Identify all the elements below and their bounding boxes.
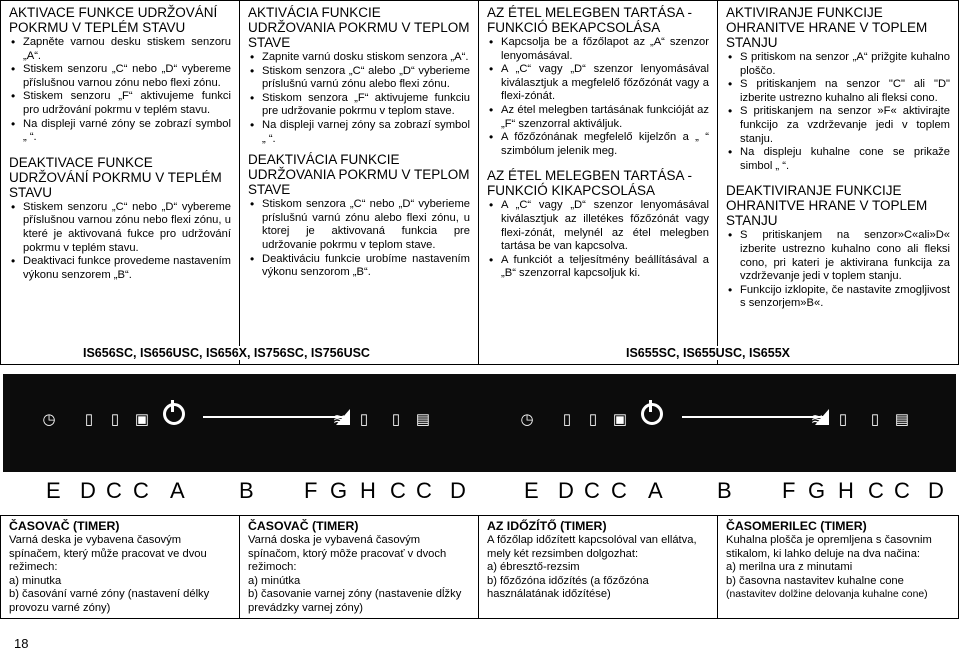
timer-text: b) časování varné zóny (nastavení délky provozu varné zóny) [9, 588, 210, 614]
sensor-letter: D [450, 478, 466, 503]
instruction-item: • A funkciót a teljesítmény beállításával a „B“ szenzorral kapcsoljuk ki. [501, 254, 709, 281]
column-slovenian [718, 1, 958, 364]
sensor-letter: C [133, 478, 149, 503]
models-label-left: IS656SC, IS656USC, IS656X, IS756SC, IS756USC [80, 346, 373, 360]
timer-text: a) minútka [248, 574, 301, 587]
display-icon: ▯ [838, 411, 848, 428]
sensor-letter: B [239, 478, 254, 503]
instruction-list [248, 51, 470, 146]
timer-heading: ČASOVAČ (TIMER) [9, 519, 120, 533]
instruction-list [9, 36, 231, 145]
timer-heading: AZ IDŐZÍTŐ (TIMER) [487, 519, 607, 533]
sensor-letter: F [782, 478, 796, 503]
instruction-item: • Zapnite varnú dosku stiskom senzora „A“. [262, 51, 470, 65]
sensor-letter: A [170, 478, 185, 503]
control-panel-glass [3, 374, 956, 472]
models-label-right: IS655SC, IS655USC, IS655X [623, 346, 793, 360]
timer-hungarian [479, 516, 718, 618]
timer-text: b) főzőzóna időzítés (a főzőzóna használatának időzítése) [487, 574, 649, 601]
instruction-list [726, 229, 950, 311]
instruction-list [9, 201, 231, 283]
instruction-item: • A „C“ vagy „D“ szenzor lenyomásával kiválasztjuk a megfelelő főzőzónát vagy a flexi-zónát. [501, 63, 709, 104]
control-panel-diagram [0, 366, 959, 520]
instruction-item: • S pritiskanjem na senzor »F« aktivirajte funkcijo za vzdrževanje jedi v toplem stanju. [740, 105, 950, 146]
section-heading: AZ ÉTEL MELEGBEN TARTÁSA - FUNKCIÓ KIKAPCSOLÁSA [487, 168, 693, 199]
instruction-item: • Na displeju kuhalne cone se prikaže simbol „ “. [740, 146, 950, 173]
section-heading: DEAKTIVÁCIA FUNKCIE UDRŽOVANIA POKRMU V TEPLOM STAVE [248, 152, 470, 198]
flex-zone-icon: ▤ [415, 411, 431, 428]
keep-warm-icon: ≋ [332, 411, 346, 428]
timer-text: Varná doska je vybavená časovým spínačom, ktorý môže pracovať v dvoch režimoch: [248, 534, 447, 574]
sensor-letter: B [717, 478, 732, 503]
keep-warm-icon: ≋ [810, 411, 824, 428]
display-icon: ▯ [359, 411, 369, 428]
lock-icon: ▣ [612, 411, 628, 428]
section-heading: DEAKTIVACE FUNKCE UDRŽOVÁNÍ POKRMU V TEPLÉM STAVU [9, 154, 222, 200]
instruction-list [726, 51, 950, 173]
section-heading: AKTIVIRANJE FUNKCIJE OHRANITVE HRANE V TOPLEM STANJU [726, 5, 928, 50]
instruction-item: • A „C“ vagy „D“ szenzor lenyomásával kiválasztjuk az illetékes főzőzónát vagy flexi-zónát, melynél az étel melegben tartása be van kapcsolva. [501, 199, 709, 253]
power-slider [203, 409, 350, 428]
sensor-letter: E [524, 478, 539, 503]
instruction-item: • A főzőzónának megfelelő kijelzőn a „ “ szimbólum jelenik meg. [501, 131, 709, 158]
power-icon [641, 403, 663, 425]
instruction-item: • Kapcsolja be a főzőlapot az „A“ szenzor lenyomásával. [501, 36, 709, 63]
instruction-item: • Stiskom senzora „C“ alebo „D“ vyberieme príslušnú varnú zónu alebo flexi zónu. [262, 65, 470, 92]
column-slovak [240, 1, 479, 364]
power-slider [682, 409, 829, 428]
timer-text: a) merilna ura z minutami [726, 561, 853, 574]
timer-icon: ◷ [42, 411, 56, 428]
instruction-item: • Stiskem senzoru „F“ aktivujeme funkci pro udržování pokrmu v teplém stavu. [23, 90, 231, 117]
display-icon: ▯ [588, 411, 598, 428]
sensor-letter: D [558, 478, 574, 503]
timer-text: b) časovna nastavitev kuhalne cone [726, 574, 904, 587]
timer-text: Varná deska je vybavena časovým spínačem, který může pracovat ve dvou režimech: [9, 534, 207, 574]
section-heading: AZ ÉTEL MELEGBEN TARTÁSA - FUNKCIÓ BEKAPCSOLÁSA [487, 5, 693, 35]
timer-text: a) ébresztő-rezsim [487, 561, 580, 574]
timer-text: a) minutka [9, 574, 62, 587]
instruction-item: • Az étel melegben tartásának funkcióját az „F“ szenzorral aktiváljuk. [501, 104, 709, 131]
column-czech [1, 1, 240, 364]
instruction-item: • Stiskom senzora „F“ aktivujeme funkciu pre udržovanie pokrmu v teplom stave. [262, 92, 470, 119]
sensor-letter: F [304, 478, 318, 503]
sensor-letter: C [868, 478, 884, 503]
sensor-letter: G [808, 478, 826, 503]
sensor-letter: G [330, 478, 348, 503]
timer-text: Kuhalna plošča je opremljena s časovnim stikalom, ki lahko deluje na dva načina: [726, 534, 932, 560]
sensor-letter: C [416, 478, 432, 503]
sensor-letter: H [360, 478, 376, 503]
sensor-letter: H [838, 478, 854, 503]
display-icon: ▯ [110, 411, 120, 428]
timer-heading: ČASOVAČ (TIMER) [248, 519, 359, 533]
instruction-item: • Na displeji varné zóny se zobrazí symbol „ “. [23, 118, 231, 145]
timer-text: A főzőlap időzített kapcsolóval van ellátva, mely két rezsimben dolgozhat: [487, 534, 697, 560]
instruction-item: • Na displeji varnej zóny sa zobrazí symbol „ “. [262, 119, 470, 146]
flex-zone-icon: ▤ [894, 411, 910, 428]
sensor-letter: C [390, 478, 406, 503]
instruction-item: • Deaktivaci funkce provedeme nastavením výkonu senzorem „B“. [23, 255, 231, 282]
instruction-item: • Zapněte varnou desku stiskem senzoru „A“. [23, 36, 231, 63]
instruction-item: • Deaktiváciu funkcie urobíme nastavením výkonu senzorom „B“. [262, 253, 470, 280]
display-icon: ▯ [870, 411, 880, 428]
lock-icon: ▣ [134, 411, 150, 428]
column-hungarian [479, 1, 718, 364]
display-icon: ▯ [391, 411, 401, 428]
section-heading: AKTIVACE FUNKCE UDRŽOVÁNÍ POKRMU V TEPLÉM STAVU [9, 5, 218, 35]
instruction-list [248, 198, 470, 280]
instruction-list [487, 199, 709, 281]
sensor-letter: A [648, 478, 663, 503]
sensor-letter: D [80, 478, 96, 503]
instruction-item: • Stiskem senzoru „C“ nebo „D“ vybereme příslušnou varnou zónu nebo flexi zónu, u které je aktivovaná fukce pro udržování pokrmu v teplém stavu. [23, 201, 231, 255]
timer-heading: ČASOMERILEC (TIMER) [726, 519, 867, 533]
instruction-item: • Funkcijo izklopite, če nastavite zmogljivost s senzorjem»B«. [740, 284, 950, 311]
display-icon: ▯ [84, 411, 94, 428]
instruction-item: • Stiskom senzora „C“ nebo „D“ vyberieme príslušnú varnú zónu alebo flexi zónu, u ktorej je aktivovaná funkcia pre udržovanie pokrmu v teplom stave. [262, 198, 470, 252]
timer-slovenian [718, 516, 958, 618]
timer-text: (nastavitev dolžine delovanja kuhalne cone) [726, 589, 928, 601]
instruction-item: • S pritiskanjem na senzor "C" ali "D" izberite ustrezno kuhalno ali fleksi cono. [740, 78, 950, 105]
sensor-letter: D [928, 478, 944, 503]
display-icon: ▯ [562, 411, 572, 428]
instruction-item: • S pritiskanjem na senzor»C«ali»D« izberite ustrezno kuhalno cono ali fleksi cono, pri kateri je aktivirana funkcija za vzdrževanje jedi v toplem stanju. [740, 229, 950, 283]
sensor-letter: E [46, 478, 61, 503]
section-heading: DEAKTIVIRANJE FUNKCIJE OHRANITVE HRANE V TOPLEM STANJU [726, 183, 928, 229]
page-number: 18 [14, 636, 29, 651]
timer-icon: ◷ [520, 411, 534, 428]
timer-slovak [240, 516, 479, 618]
sensor-letter: C [106, 478, 122, 503]
sensor-letter: C [584, 478, 600, 503]
sensor-letter: C [611, 478, 627, 503]
instruction-list [487, 36, 709, 158]
instruction-item: • Stiskem senzoru „C“ nebo „D“ vybereme příslušnou varnou zónu nebo flexi zónu. [23, 63, 231, 90]
timer-grid [0, 515, 959, 619]
timer-czech [1, 516, 240, 618]
timer-text: b) časovanie varnej zóny (nastavenie dĺžky prevádzky varnej zóny) [248, 588, 462, 614]
sensor-letter: C [894, 478, 910, 503]
section-heading: AKTIVÁCIA FUNKCIE UDRŽOVANIA POKRMU V TEPLOM STAVE [248, 5, 470, 50]
instruction-item: • S pritiskom na senzor „A“ prižgite kuhalno ploščo. [740, 51, 950, 78]
power-icon [163, 403, 185, 425]
